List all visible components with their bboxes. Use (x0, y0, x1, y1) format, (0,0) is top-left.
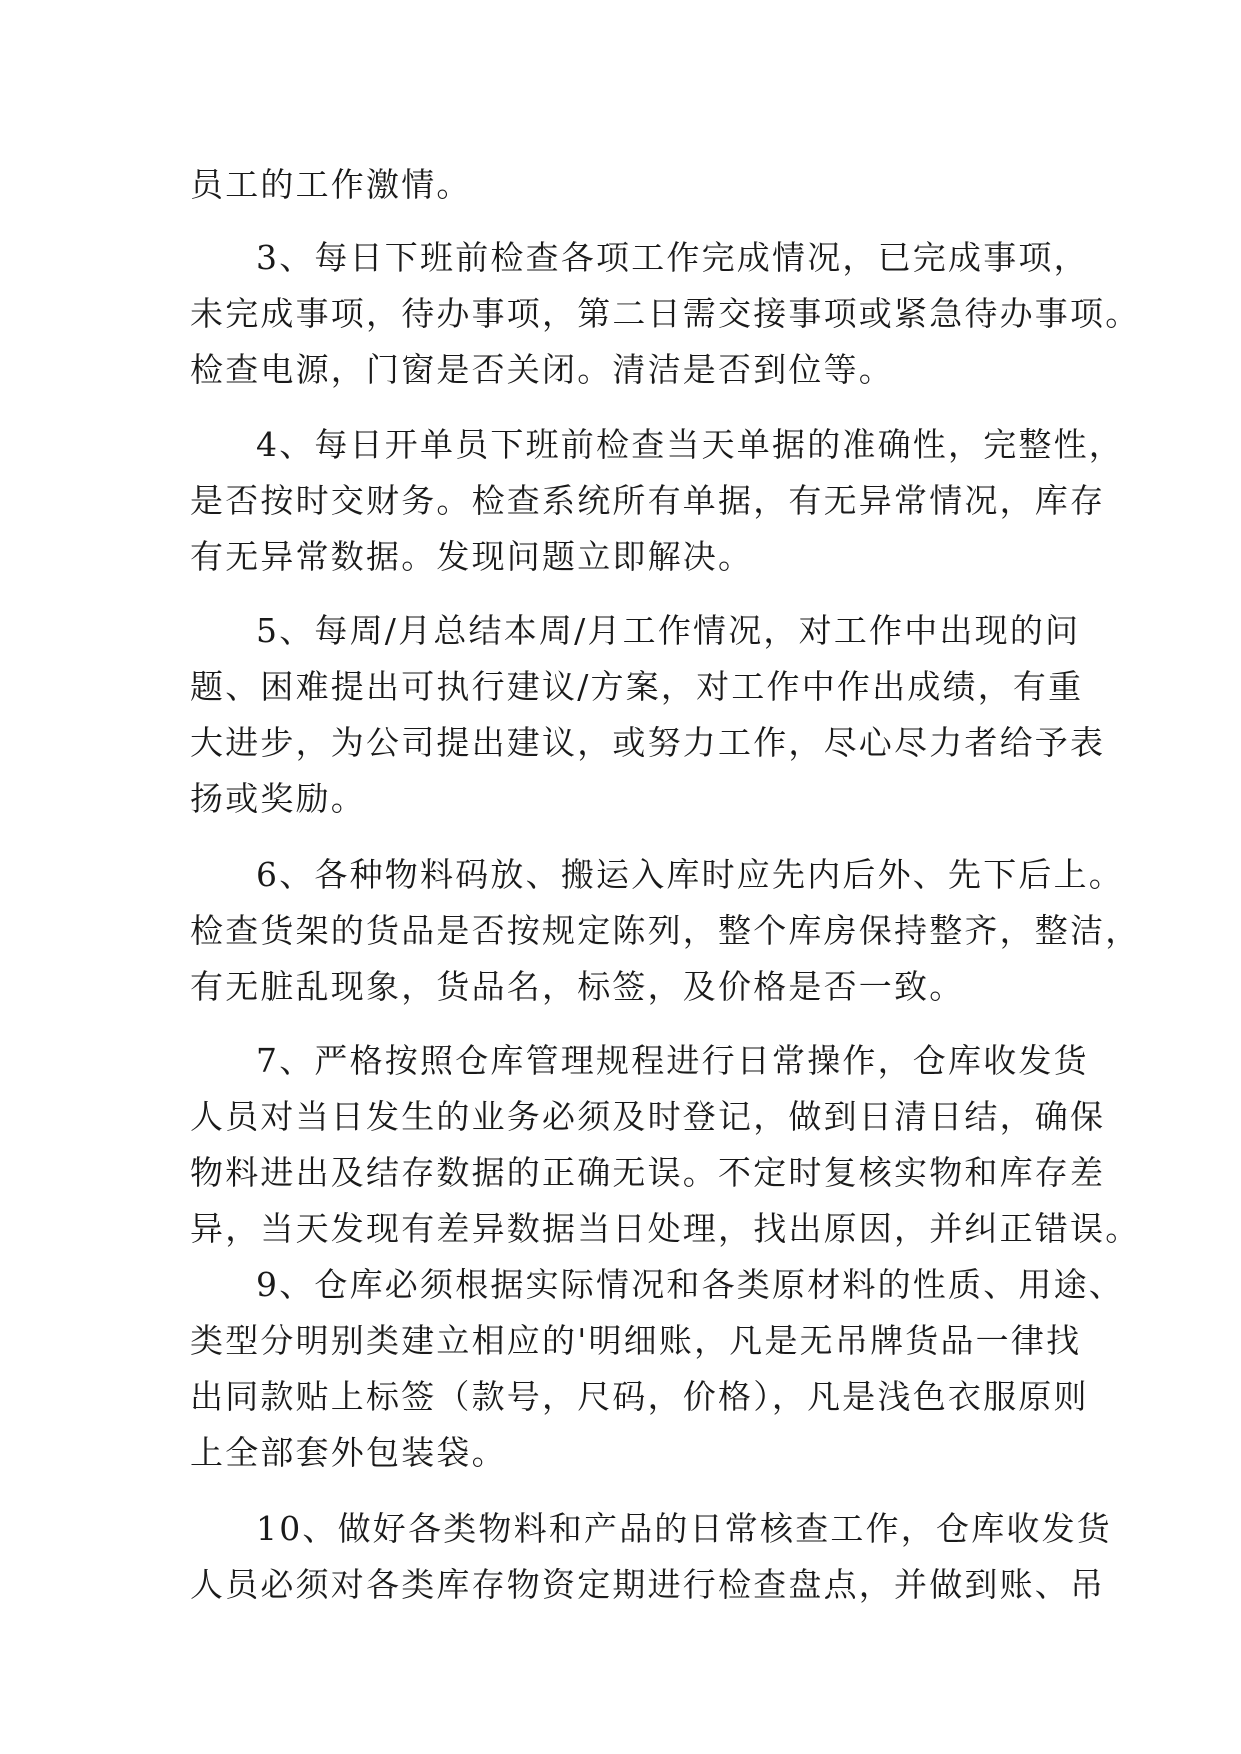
text-line: 5、每周/月总结本周/月工作情况，对工作中出现的问 (256, 611, 1081, 650)
text-line: 7、严格按照仓库管理规程进行日常操作，仓库收发货 (256, 1041, 1089, 1080)
text-line: 出同款贴上标签（款号，尺码，价格），凡是浅色衣服原则 (190, 1377, 1089, 1416)
text-line: 扬或奖励。 (190, 779, 366, 818)
text-line: 检查货架的货品是否按规定陈列，整个库房保持整齐，整洁， (190, 911, 1141, 950)
text-line: 3、每日下班前检查各项工作完成情况，已完成事项， (256, 238, 1089, 277)
text-line: 上全部套外包装袋。 (190, 1433, 507, 1472)
text-line: 人员对当日发生的业务必须及时登记，做到日清日结，确保 (190, 1097, 1106, 1136)
text-line: 是否按时交财务。检查系统所有单据，有无异常情况，库存 (190, 481, 1106, 520)
text-line: 题、困难提出可执行建议/方案，对工作中作出成绩，有重 (190, 667, 1084, 706)
text-line: 有无异常数据。发现问题立即解决。 (190, 537, 754, 576)
text-line: 人员必须对各类库存物资定期进行检查盘点，并做到账、吊 (190, 1565, 1106, 1604)
text-line: 类型分明别类建立相应的'明细账，凡是无吊牌货品一律找 (190, 1321, 1082, 1360)
text-line: 6、各种物料码放、搬运入库时应先内后外、先下后上。 (256, 855, 1124, 894)
text-line: 9、仓库必须根据实际情况和各类原材料的性质、用途、 (256, 1265, 1124, 1304)
text-line: 员工的工作激情。 (190, 165, 472, 204)
text-line: 异，当天发现有差异数据当日处理，找出原因，并纠正错误。 (190, 1209, 1141, 1248)
text-line: 检查电源，门窗是否关闭。清洁是否到位等。 (190, 350, 894, 389)
text-line: 有无脏乱现象，货品名，标签，及价格是否一致。 (190, 967, 965, 1006)
text-line: 4、每日开单员下班前检查当天单据的准确性，完整性， (256, 425, 1124, 464)
text-line: 10、做好各类物料和产品的日常核查工作，仓库收发货 (256, 1509, 1112, 1548)
text-line: 物料进出及结存数据的正确无误。不定时复核实物和库存差 (190, 1153, 1106, 1192)
text-line: 未完成事项，待办事项，第二日需交接事项或紧急待办事项。 (190, 294, 1141, 333)
text-line: 大进步，为公司提出建议，或努力工作，尽心尽力者给予表 (190, 723, 1106, 762)
